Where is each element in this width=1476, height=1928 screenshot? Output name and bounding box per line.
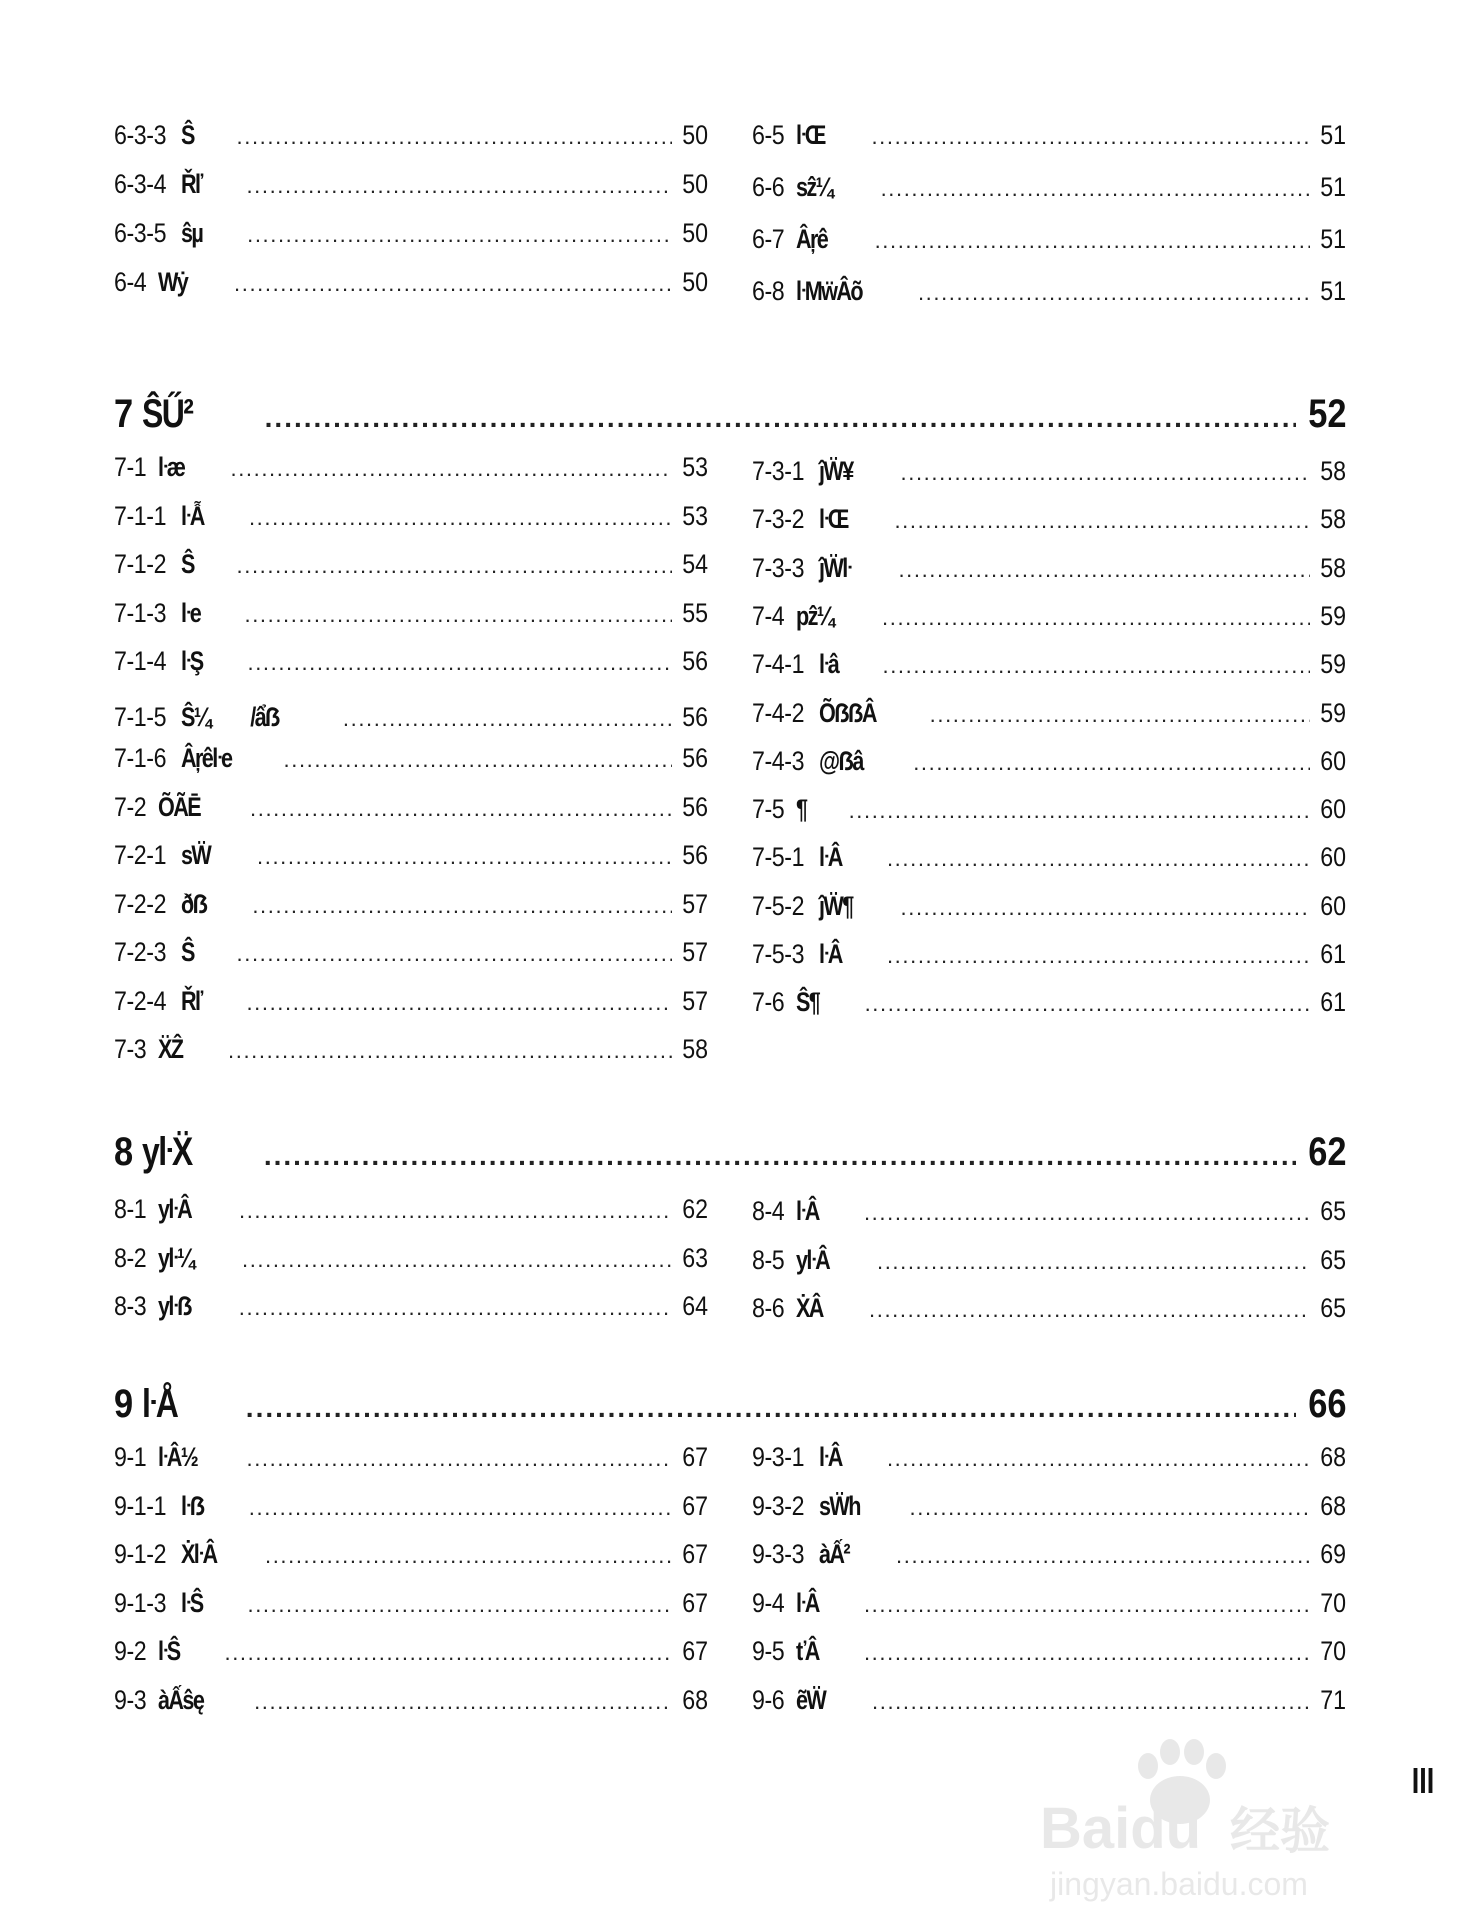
entry-page: 60 [1320, 890, 1346, 921]
dot-leader [249, 1495, 672, 1521]
entry-title: yŀ¼ [157, 1242, 194, 1273]
entry-title: Ŝ [180, 549, 194, 579]
entry-title: ŀÅ [141, 1382, 177, 1426]
entry-number: 6-3-3 [114, 120, 167, 150]
entry-title: Âŗê [795, 224, 827, 254]
entry-title: ŀÂ [818, 1442, 842, 1472]
entry-title: ŀæ [157, 452, 184, 482]
dot-leader [234, 271, 672, 297]
entry-page: 64 [682, 1291, 708, 1321]
entry-title: ẊŀÂ [180, 1539, 217, 1569]
entry-number: 6-4 [114, 267, 147, 297]
dot-leader [918, 280, 1310, 306]
toc-entry[interactable] [752, 1588, 1346, 1619]
toc-entry[interactable] [114, 169, 708, 200]
toc-entry[interactable] [752, 842, 1346, 873]
entry-page: 68 [1320, 1490, 1346, 1521]
entry-title: yŀÂ [795, 1244, 829, 1275]
entry-title: ĵẄŀ [818, 552, 851, 583]
toc-entry[interactable] [114, 695, 708, 734]
entry-title: ŝµ [180, 218, 202, 248]
dot-leader [871, 124, 1309, 150]
toc-entry[interactable] [752, 1293, 1346, 1324]
dot-leader [239, 1198, 672, 1224]
dot-leader [882, 653, 1309, 679]
toc-entry[interactable] [752, 1685, 1346, 1716]
entry-page: 51 [1320, 224, 1346, 254]
entry-page: 59 [1320, 600, 1346, 631]
entry-page: 58 [1320, 456, 1346, 486]
entry-title: Ŝ¶ [795, 987, 819, 1018]
dot-leader [230, 456, 671, 482]
dot-leader [246, 173, 672, 199]
dot-leader [237, 124, 672, 150]
entry-title: sẑ¼ [795, 172, 832, 202]
dot-leader [249, 505, 672, 531]
entry-title: Ŝ [180, 120, 194, 150]
entry-title: ŀÂ [795, 1196, 819, 1226]
dot-leader [913, 750, 1310, 776]
toc-entry[interactable] [114, 1034, 708, 1065]
entry-number: 9-1 [114, 1442, 147, 1472]
entry-number: 7-1-2 [114, 549, 167, 579]
baidu-watermark [1030, 1730, 1410, 1910]
entry-page: 51 [1320, 120, 1346, 150]
toc-entry[interactable] [114, 792, 708, 823]
entry-title: ŀŒ [795, 120, 825, 150]
entry-title: ŀẪ [180, 500, 204, 531]
entry-page: 67 [682, 1442, 708, 1472]
dot-leader [887, 846, 1310, 872]
entry-page: 71 [1320, 1684, 1346, 1715]
entry-page: 50 [682, 267, 708, 297]
entry-title: ÕẞẞÂ [818, 697, 876, 728]
entry-number: 8 [114, 1130, 133, 1174]
entry-number: 7-3-2 [752, 504, 805, 535]
entry-number: 9-3-1 [752, 1442, 805, 1472]
entry-page: 67 [682, 1490, 708, 1521]
entry-page: 51 [1320, 276, 1346, 306]
chapter-heading[interactable] [114, 392, 1346, 437]
toc-entry[interactable] [752, 987, 1346, 1018]
entry-page: 56 [682, 646, 708, 676]
entry-number: 8-5 [752, 1244, 785, 1275]
dot-leader [343, 706, 672, 732]
toc-entry[interactable] [752, 120, 1346, 151]
dot-leader [246, 1392, 1296, 1424]
entry-page: 56 [682, 743, 708, 773]
entry-title: ŜŰ² [141, 392, 193, 436]
entry-number: 8-2 [114, 1242, 147, 1273]
entry-page: 57 [682, 937, 708, 967]
toc-entry[interactable] [114, 1491, 708, 1522]
dot-leader [224, 1640, 671, 1666]
toc-entry[interactable] [752, 172, 1346, 203]
dot-leader [896, 1543, 1310, 1569]
entry-number: 7-4 [752, 600, 785, 631]
toc-entry[interactable] [114, 501, 708, 532]
toc-entry[interactable] [752, 1245, 1346, 1276]
entry-number: 7-3-3 [752, 552, 805, 583]
dot-leader [898, 557, 1310, 583]
entry-page: 60 [1320, 745, 1346, 776]
entry-title: ẊÂ [795, 1293, 823, 1323]
entry-page: 53 [682, 452, 708, 482]
entry-page: 67 [682, 1587, 708, 1618]
entry-title: yŀẌ [141, 1130, 192, 1174]
entry-number: 7-2-1 [114, 840, 167, 870]
toc-entry[interactable] [114, 1291, 708, 1322]
toc-entry[interactable] [752, 939, 1346, 970]
entry-number: 6-3-4 [114, 169, 167, 199]
entry-number: 9-5 [752, 1636, 785, 1666]
entry-title: ŀÂ [818, 842, 842, 873]
entry-page: 56 [682, 701, 708, 732]
entry-title: ¶ [795, 794, 806, 825]
toc-entry[interactable] [114, 840, 708, 871]
entry-page: 62 [1307, 1130, 1346, 1174]
entry-page: 55 [682, 597, 708, 628]
dot-leader [872, 1689, 1310, 1715]
dot-leader [894, 508, 1309, 534]
entry-number: 7-5-1 [752, 842, 805, 873]
entry-number: 7-6 [752, 987, 785, 1018]
entry-title: ŀâ [818, 649, 838, 680]
entry-number: 6-7 [752, 224, 785, 254]
toc-entry[interactable] [752, 601, 1346, 632]
toc-entry[interactable] [114, 986, 708, 1017]
entry-number: 7-2-4 [114, 985, 167, 1016]
entry-number: 9-3-3 [752, 1539, 805, 1569]
entry-number: 7-1-5 [114, 701, 167, 732]
entry-title: yŀẞ [157, 1291, 191, 1321]
toc-entry[interactable] [114, 1194, 708, 1225]
entry-title: ťÂ [795, 1636, 819, 1666]
chapter-heading[interactable] [114, 1382, 1346, 1427]
entry-page: 67 [682, 1636, 708, 1666]
toc-entry[interactable] [752, 1442, 1346, 1473]
watermark-url: jingyan.baidu.com [1050, 1866, 1308, 1902]
entry-number: 7-3 [114, 1034, 147, 1064]
toc-entry[interactable] [114, 937, 708, 968]
entry-page: 57 [682, 888, 708, 919]
dot-leader [284, 747, 672, 773]
entry-number: 7-5-2 [752, 890, 805, 921]
dot-leader [887, 943, 1310, 969]
entry-number: 7-3-1 [752, 456, 805, 486]
entry-page: 63 [682, 1242, 708, 1273]
entry-number: 8-6 [752, 1293, 785, 1323]
toc-entry[interactable] [752, 1636, 1346, 1667]
entry-number: 6-3-5 [114, 218, 167, 248]
entry-title: sẄh [818, 1490, 860, 1521]
entry-page: 62 [682, 1194, 708, 1224]
entry-page: 59 [1320, 697, 1346, 728]
entry-page: 58 [1320, 504, 1346, 535]
entry-page: 52 [1307, 392, 1346, 436]
toc-entry[interactable] [114, 889, 708, 920]
entry-title: ŀe [180, 597, 200, 628]
entry-number: 9-3 [114, 1684, 147, 1715]
entry-title: Ŝ [180, 937, 194, 967]
toc-entry[interactable] [114, 743, 708, 774]
entry-title: Âŗêŀe [180, 743, 231, 773]
entry-title: ðẞ [180, 888, 206, 919]
dot-leader [930, 702, 1310, 728]
entry-page: 65 [1320, 1196, 1346, 1226]
toc-entry[interactable] [114, 218, 708, 249]
toc-entry[interactable] [752, 649, 1346, 680]
dot-leader [237, 553, 672, 579]
page-number: III [1411, 1760, 1435, 1801]
entry-title: ŀŜ [157, 1636, 180, 1666]
dot-leader [228, 1038, 672, 1064]
dot-leader [869, 1297, 1310, 1323]
entry-title: ĵẄ¶ [818, 890, 853, 921]
entry-number: 9-4 [752, 1587, 785, 1618]
entry-number: 9-6 [752, 1684, 785, 1715]
toc-entry[interactable] [114, 1539, 708, 1570]
entry-title: ŀÂ½ [157, 1442, 197, 1472]
entry-title: ŀÂ [795, 1587, 819, 1618]
entry-number: 8-4 [752, 1196, 785, 1226]
entry-title: ŀẞ [180, 1490, 204, 1521]
entry-number: 7-1-1 [114, 500, 167, 531]
dot-leader [244, 602, 671, 628]
toc-entry[interactable] [752, 504, 1346, 535]
entry-title: Řľ [180, 985, 202, 1016]
entry-page: 66 [1307, 1382, 1346, 1426]
entry-title: yŀÂ [157, 1194, 191, 1224]
dot-leader [237, 941, 672, 967]
dot-leader [901, 895, 1310, 921]
entry-number: 9-1-2 [114, 1539, 167, 1569]
entry-number: 7-5-3 [752, 939, 805, 969]
toc-entry[interactable] [752, 553, 1346, 584]
entry-page: 56 [682, 840, 708, 870]
toc-entry[interactable] [114, 120, 708, 151]
entry-title: Wẏ [157, 267, 187, 297]
toc-entry[interactable] [752, 746, 1346, 777]
entry-page: 53 [682, 500, 708, 531]
entry-page: 51 [1320, 172, 1346, 202]
entry-title: ẌẐ [157, 1034, 182, 1064]
entry-page: 61 [1320, 939, 1346, 969]
chapter-heading[interactable] [114, 1130, 1346, 1175]
entry-number: 8-1 [114, 1194, 147, 1224]
entry-number: 7-4-3 [752, 745, 805, 776]
entry-title: ĵẄ¥ [818, 456, 853, 486]
entry-page: 59 [1320, 649, 1346, 680]
entry-page: 60 [1320, 842, 1346, 873]
entry-title: ŀŞ [180, 646, 203, 676]
entry-title: pẑ¼ [795, 600, 833, 631]
entry-number: 7-2-3 [114, 937, 167, 967]
entry-number: 8-3 [114, 1291, 147, 1321]
entry-title: Ŝ¼ /ẩẞ [180, 701, 279, 732]
dot-leader [887, 1446, 1310, 1472]
toc-entry[interactable] [114, 1442, 708, 1473]
dot-leader [864, 1640, 1310, 1666]
dot-leader [882, 605, 1310, 631]
dot-leader [265, 1543, 672, 1569]
toc-entry[interactable] [114, 1636, 708, 1667]
toc-entry[interactable] [752, 891, 1346, 922]
entry-number: 7-2-2 [114, 888, 167, 919]
dot-leader [254, 1689, 672, 1715]
entry-title: àẤ² [818, 1539, 849, 1569]
toc-entry[interactable] [114, 598, 708, 629]
dot-leader [247, 650, 671, 676]
entry-title: ŀŒ [818, 504, 848, 535]
entry-title: ŀŜ [180, 1587, 203, 1618]
dot-leader [875, 228, 1310, 254]
entry-title: àẤŝę [157, 1684, 203, 1715]
dot-leader [864, 1200, 1310, 1226]
entry-title: sẄ [180, 840, 210, 870]
entry-page: 61 [1320, 987, 1346, 1018]
entry-page: 54 [682, 549, 708, 579]
entry-title: ẽẄ [795, 1684, 825, 1715]
dot-leader [242, 1247, 672, 1273]
entry-title: @ẞâ [818, 745, 863, 776]
entry-page: 65 [1320, 1293, 1346, 1323]
entry-page: 50 [682, 120, 708, 150]
entry-number: 7-2 [114, 791, 147, 822]
dot-leader [264, 1140, 1296, 1172]
entry-page: 58 [1320, 552, 1346, 583]
entry-page: 68 [1320, 1442, 1346, 1472]
entry-number: 7-1 [114, 452, 147, 482]
toc-entry[interactable] [752, 1491, 1346, 1522]
entry-number: 7-1-6 [114, 743, 167, 773]
watermark-brand: Baidu [1040, 1796, 1202, 1861]
entry-page: 67 [682, 1539, 708, 1569]
toc-entry[interactable] [114, 1685, 708, 1716]
toc-entry[interactable] [752, 224, 1346, 255]
dot-leader [247, 1592, 671, 1618]
entry-page: 58 [682, 1034, 708, 1064]
toc-entry[interactable] [752, 1196, 1346, 1227]
entry-number: 7-1-4 [114, 646, 167, 676]
dot-leader [910, 1495, 1310, 1521]
toc-entry[interactable] [752, 1539, 1346, 1570]
entry-title: ŀMẅÂõ [795, 276, 862, 306]
entry-number: 9-1-3 [114, 1587, 167, 1618]
entry-page: 56 [682, 791, 708, 822]
toc-entry[interactable] [114, 646, 708, 677]
entry-page: 69 [1320, 1539, 1346, 1569]
entry-number: 9-3-2 [752, 1490, 805, 1521]
toc-entry[interactable] [114, 1243, 708, 1274]
entry-number: 6-6 [752, 172, 785, 202]
entry-number: 6-5 [752, 120, 785, 150]
dot-leader [246, 1446, 671, 1472]
entry-number: 6-8 [752, 276, 785, 306]
entry-page: 70 [1320, 1636, 1346, 1666]
entry-page: 50 [682, 218, 708, 248]
entry-number: 7-4-2 [752, 697, 805, 728]
entry-number: 7-4-1 [752, 649, 805, 680]
toc-entry[interactable] [752, 794, 1346, 825]
dot-leader [901, 460, 1310, 486]
toc-entry[interactable] [752, 456, 1346, 487]
entry-title: ŀÂ [818, 939, 842, 969]
entry-number: 7-5 [752, 794, 785, 825]
toc-entry[interactable] [114, 1588, 708, 1619]
entry-page: 50 [682, 169, 708, 199]
toc-entry[interactable] [752, 276, 1346, 307]
dot-leader [881, 176, 1310, 202]
toc-entry[interactable] [752, 698, 1346, 729]
entry-title: Řľ [180, 169, 202, 199]
entry-page: 60 [1320, 794, 1346, 825]
toc-entry[interactable] [114, 452, 708, 483]
entry-number: 9 [114, 1382, 133, 1426]
dot-leader [265, 402, 1296, 434]
entry-number: 9-2 [114, 1636, 147, 1666]
dot-leader [246, 990, 672, 1016]
toc-entry[interactable] [114, 549, 708, 580]
watermark-cn: 经验 [1230, 1802, 1330, 1860]
dot-leader [864, 1592, 1310, 1618]
entry-page: 70 [1320, 1587, 1346, 1618]
dot-leader [239, 1295, 672, 1321]
entry-page: 65 [1320, 1244, 1346, 1275]
dot-leader [865, 991, 1310, 1017]
entry-number: 7 [114, 392, 133, 436]
dot-leader [849, 798, 1310, 824]
entry-number: 9-1-1 [114, 1490, 167, 1521]
entry-page: 68 [682, 1684, 708, 1715]
entry-number: 7-1-3 [114, 597, 167, 628]
dot-leader [247, 222, 672, 248]
dot-leader [252, 893, 672, 919]
toc-entry[interactable] [114, 267, 708, 298]
dot-leader [250, 796, 672, 822]
dot-leader [877, 1249, 1310, 1275]
entry-title: ÕÃĒ [157, 791, 200, 822]
dot-leader [257, 844, 672, 870]
entry-page: 57 [682, 985, 708, 1016]
